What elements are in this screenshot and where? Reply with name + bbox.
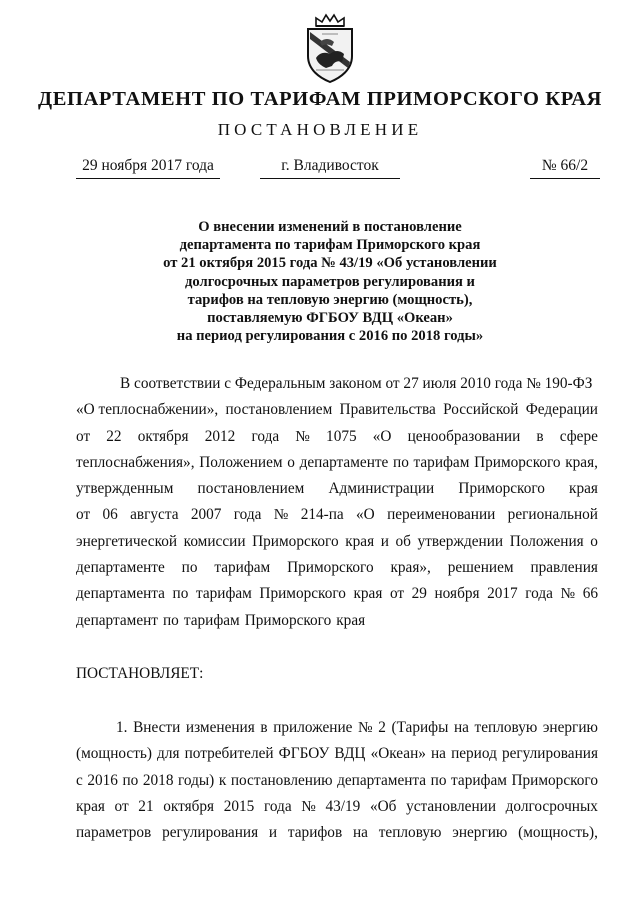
word: 214-па — [300, 506, 344, 524]
word: 21 — [138, 797, 154, 815]
word: № — [560, 585, 576, 603]
text-line — [76, 768, 598, 794]
word: № — [358, 719, 373, 736]
word: тарифам — [214, 559, 271, 577]
word: регулирования — [162, 824, 259, 842]
word: «О — [356, 506, 375, 524]
word: октября — [137, 427, 189, 445]
word: тарифам — [195, 585, 252, 603]
document-meta-row — [76, 157, 600, 185]
word: 2016 — [87, 771, 118, 789]
word: долгосрочных — [505, 797, 598, 815]
paragraph-preamble — [76, 371, 598, 634]
word: департамент — [76, 611, 158, 629]
text-line — [76, 371, 598, 397]
word: «Об — [369, 797, 397, 815]
word: об — [395, 532, 411, 550]
word: Приморского — [474, 453, 561, 471]
department-title: ДЕПАРТАМЕНТ ПО ТАРИФАМ ПРИМОРСКОГО КРАЯ — [37, 88, 603, 110]
word: года — [251, 427, 280, 445]
text-line — [76, 502, 598, 528]
word: утверждении — [417, 532, 504, 550]
word: № — [301, 797, 316, 815]
word: тепловую — [378, 824, 442, 842]
word: края, — [565, 453, 598, 471]
word: постановлением — [197, 480, 305, 498]
word: от — [76, 427, 91, 445]
subject-line: департамента по тарифам Приморского края — [179, 237, 481, 254]
word: Федерации — [525, 401, 598, 419]
word: Администрации — [328, 480, 435, 498]
word: по — [393, 453, 409, 471]
word: (мощность) — [76, 745, 152, 763]
text-line — [76, 820, 598, 846]
word: постановлением — [225, 401, 333, 419]
word: августа — [130, 506, 179, 524]
word: региональной — [507, 506, 598, 524]
word: 2 — [378, 719, 386, 736]
document-number: № 66/2 — [530, 157, 600, 179]
text-line — [76, 476, 598, 502]
word: правления — [530, 559, 598, 577]
document-type: ПОСТАНОВЛЕНИЕ — [217, 120, 423, 139]
word: Правительства — [339, 401, 436, 419]
word: 66 — [582, 585, 598, 603]
word: «О теплоснабжении», — [76, 401, 219, 419]
word: по — [172, 585, 189, 603]
word: по — [181, 559, 198, 577]
word: края — [345, 532, 375, 550]
word: энергию — [452, 824, 508, 842]
word: параметров — [76, 824, 152, 842]
text-line — [76, 794, 598, 820]
word: «Океан» — [370, 745, 426, 763]
word: «О — [372, 427, 392, 445]
word: 2017 — [487, 585, 518, 603]
word: 2018 — [142, 771, 174, 789]
word: о — [590, 532, 598, 550]
word: о — [287, 453, 295, 471]
word: энергетической — [76, 532, 178, 550]
word: № — [295, 427, 310, 445]
text-line — [76, 581, 598, 607]
text-line — [76, 450, 598, 476]
subject-line: на период регулирования с 2016 по 2018 годы» — [176, 328, 484, 345]
word: тепловую — [474, 719, 538, 736]
word: года — [233, 506, 262, 524]
word: решением — [447, 559, 514, 577]
word: ценообразовании — [407, 427, 521, 445]
text-line — [76, 608, 598, 634]
word: 1075 — [326, 427, 357, 445]
word: в — [536, 427, 544, 445]
word: от — [389, 585, 405, 603]
word: по — [430, 771, 447, 789]
word: утвержденным — [76, 480, 174, 498]
word: постановлению — [230, 771, 333, 789]
word: тарифам — [183, 611, 240, 629]
word: установлении — [406, 797, 496, 815]
word: Российской — [443, 401, 519, 419]
word: 22 — [106, 427, 122, 445]
word: по — [122, 771, 139, 789]
text-run: В соответствии с Федеральным законом от 27 июля 2010 года № 190-ФЗ — [120, 375, 593, 392]
text-line — [76, 741, 598, 767]
word: от — [76, 506, 91, 524]
subject-line: поставляемую ФГБОУ ВДЦ «Океан» — [207, 310, 453, 327]
word: края — [569, 480, 598, 498]
word: департаменте — [299, 453, 389, 471]
word: теплоснабжения», — [76, 453, 195, 471]
paragraph-item-1 — [76, 715, 598, 846]
word: департамента — [337, 771, 427, 789]
word: тарифам — [451, 771, 507, 789]
text-line — [76, 555, 598, 581]
subject-line: от 21 октября 2015 года № 43/19 «Об установлении — [163, 255, 497, 272]
word: на — [431, 745, 446, 763]
word: тарифов — [287, 824, 343, 842]
document-city: г. Владивосток — [260, 157, 400, 179]
word: № — [273, 506, 289, 524]
word: в — [260, 719, 268, 736]
text-line — [76, 397, 598, 423]
word: департамента — [76, 585, 165, 603]
word: от — [114, 797, 129, 815]
word: Приморского — [511, 771, 598, 789]
word: края — [336, 611, 366, 629]
word: тарифам — [413, 453, 470, 471]
word: Приморского — [287, 559, 374, 577]
word: Приморского — [259, 585, 346, 603]
word: к — [218, 771, 227, 789]
word: года — [525, 585, 553, 603]
word: Приморского — [252, 532, 339, 550]
text-line — [76, 715, 598, 741]
subject-line: О внесении изменений в постановление — [198, 219, 462, 235]
word: 43/19 — [325, 797, 361, 815]
word: потребителей — [184, 745, 274, 763]
word: 1. — [116, 719, 128, 736]
word: изменения — [185, 719, 255, 736]
word: 29 — [411, 585, 427, 603]
word: по — [163, 611, 179, 629]
word: с — [76, 771, 83, 789]
word: 2012 — [204, 427, 236, 445]
word: края — [76, 797, 105, 815]
word: 2015 — [223, 797, 255, 815]
word: комиссии — [183, 532, 246, 550]
word: департаменте — [76, 559, 165, 577]
word: период — [451, 745, 497, 763]
word: на — [453, 719, 469, 736]
word: 06 — [102, 506, 118, 524]
word: энергию — [542, 719, 598, 736]
word: приложение — [273, 719, 353, 736]
word: и — [380, 532, 389, 550]
word: ноября — [434, 585, 480, 603]
word: сфере — [559, 427, 598, 445]
decree-word: ПОСТАНОВЛЯЕТ: — [76, 665, 204, 682]
word: Положением — [199, 453, 283, 471]
word: переименовании — [387, 506, 496, 524]
word: октября — [163, 797, 215, 815]
word: (Тарифы — [391, 719, 449, 736]
word: Положения — [509, 532, 584, 550]
subject-line: тарифов на тепловую энергию (мощность), — [187, 291, 473, 308]
word: Приморского — [458, 480, 545, 498]
text-line — [76, 529, 598, 555]
word: края», — [390, 559, 431, 577]
document-date: 29 ноября 2017 года — [76, 157, 220, 179]
word: Внести — [133, 719, 181, 736]
subject-line: долгосрочных параметров регулирования и — [185, 273, 475, 290]
word: ФГБОУ — [278, 745, 330, 763]
word: годы) — [178, 771, 215, 789]
word: края — [353, 585, 383, 603]
word: для — [157, 745, 180, 763]
word: ВДЦ — [334, 745, 366, 763]
word: регулирования — [501, 745, 598, 763]
word: года — [263, 797, 292, 815]
document-subject — [100, 218, 560, 345]
word: Приморского — [244, 611, 332, 629]
coat-of-arms-icon — [302, 12, 358, 84]
word: на — [352, 824, 368, 842]
word: (мощность), — [518, 824, 598, 842]
text-line — [76, 424, 598, 450]
word: и — [268, 824, 278, 842]
word: 2007 — [190, 506, 222, 524]
